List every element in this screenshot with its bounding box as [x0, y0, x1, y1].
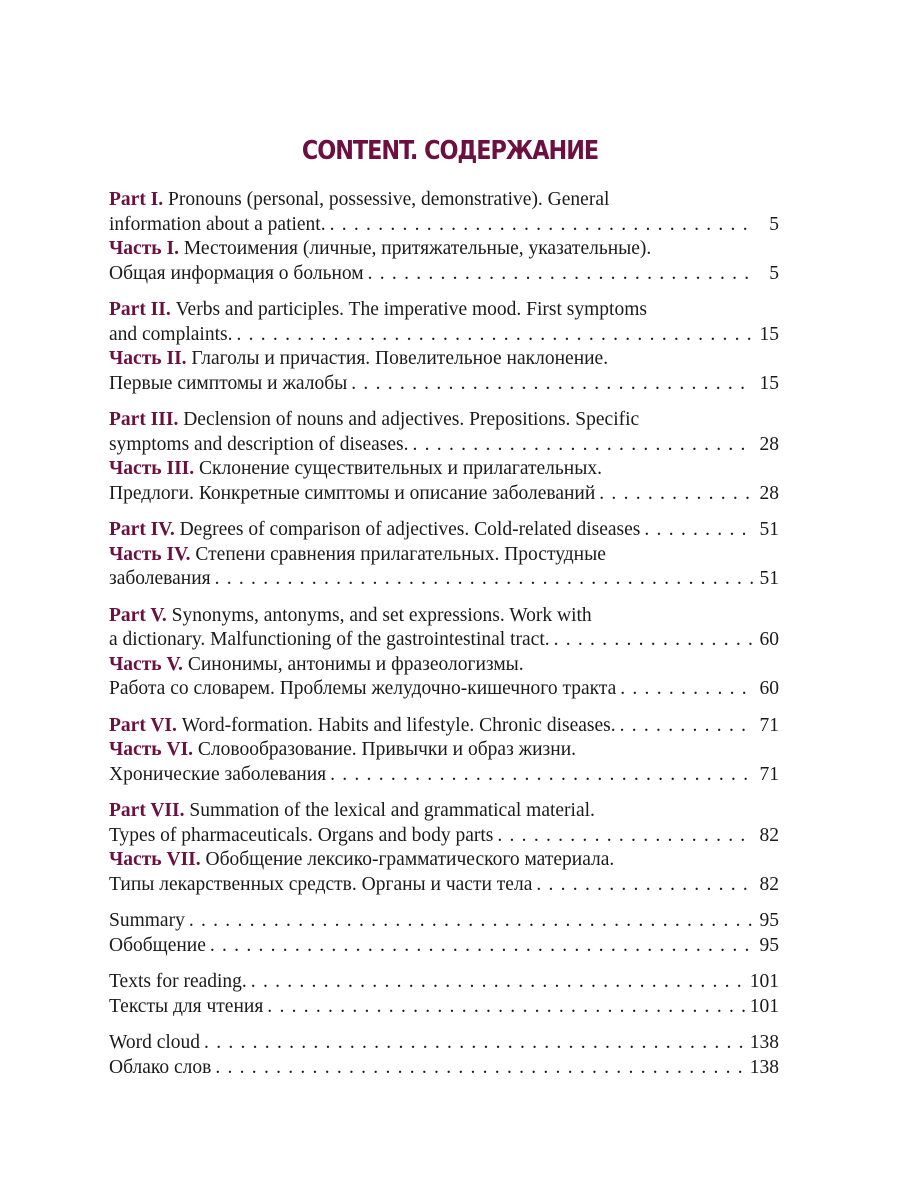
dot-leader — [215, 567, 753, 592]
dot-leader — [368, 262, 753, 287]
dot-leader — [330, 763, 753, 788]
dot-leader — [330, 213, 753, 238]
toc-entry-line — [109, 372, 779, 397]
part-label: Часть VI. — [109, 739, 194, 760]
toc-entry[interactable] — [109, 518, 779, 543]
toc-entry-line — [109, 347, 779, 372]
entry-title-continued: Хронические заболевания — [109, 763, 327, 785]
toc-group — [109, 714, 779, 788]
toc-entry[interactable] — [109, 714, 779, 739]
entry-title-continued: Типы лекарственных средств. Органы и части тела — [109, 873, 533, 895]
entry-title-continued: information about a patient. — [109, 213, 326, 235]
entry-title: Synonyms, antonyms, and set expressions. Work with — [171, 604, 592, 626]
part-label: Part III. — [109, 409, 179, 430]
dot-leader — [620, 677, 753, 702]
part-label: Часть III. — [109, 458, 195, 479]
page-number: 5 — [769, 213, 779, 235]
part-label: Часть IV. — [109, 543, 191, 565]
toc-entry-line — [109, 604, 779, 629]
part-label: Часть V. — [109, 653, 183, 675]
dot-leader — [351, 372, 753, 397]
toc-entry[interactable] — [109, 347, 779, 396]
toc-group — [109, 518, 779, 592]
toc-entry[interactable] — [109, 995, 779, 1020]
toc-entry[interactable] — [109, 543, 779, 592]
page-number: 71 — [759, 763, 779, 785]
toc-entry-line — [109, 188, 779, 213]
entry-title-continued: a dictionary. Malfunctioning of the gastrointestinal tract. — [109, 629, 550, 650]
entry-title: Texts for reading. — [109, 971, 247, 992]
dot-leader — [210, 934, 753, 959]
entry-title-continued: Первые симптомы и жалобы — [109, 372, 348, 394]
dot-leader — [599, 482, 753, 507]
part-label: Часть I. — [109, 238, 179, 259]
part-label: Часть VII. — [109, 849, 201, 870]
dot-leader — [620, 714, 753, 739]
toc-entry[interactable] — [109, 799, 779, 848]
entry-title: Summary — [109, 910, 185, 931]
toc-entry-line — [109, 799, 779, 824]
page-title: CONTENT. СОДЕРЖАНИЕ — [301, 136, 599, 166]
toc-entry-line — [109, 909, 779, 934]
toc-entry-line — [109, 824, 779, 849]
entry-title-continued: Types of pharmaceuticals. Organs and body parts — [109, 824, 494, 846]
entry-title: Местоимения (личные, притяжательные, указательные). — [183, 238, 652, 259]
toc-entry[interactable] — [109, 298, 779, 347]
toc-entry-line — [109, 970, 779, 995]
toc-entry-line — [109, 567, 779, 592]
entry-title: Глаголы и причастия. Повелительное наклонение. — [191, 348, 609, 369]
toc-entry-line — [109, 433, 779, 458]
page-number: 138 — [749, 1056, 779, 1078]
entry-title-continued: and complaints. — [109, 323, 233, 345]
entry-title: Склонение существительных и прилагательных. — [199, 458, 602, 479]
toc-entry[interactable] — [109, 457, 779, 506]
page-number: 28 — [759, 482, 779, 504]
dot-leader — [215, 1056, 745, 1081]
toc-entry-line — [109, 628, 779, 653]
table-of-contents — [109, 188, 779, 1080]
toc-entry-line — [109, 323, 779, 348]
page-number: 71 — [759, 714, 779, 736]
entry-title: Summation of the lexical and grammatical material. — [189, 800, 595, 821]
toc-entry-line — [109, 213, 779, 238]
toc-group — [109, 604, 779, 702]
page-number: 82 — [759, 873, 779, 895]
toc-entry-line — [109, 848, 779, 873]
toc-group — [109, 799, 779, 897]
toc-entry-line — [109, 543, 779, 568]
entry-title: Degrees of comparison of adjectives. Cold-related diseases — [179, 519, 641, 540]
dot-leader — [204, 1031, 746, 1056]
page-number: 101 — [749, 971, 779, 992]
page-number: 5 — [769, 262, 779, 284]
entry-title: Словообразование. Привычки и образ жизни. — [197, 739, 577, 760]
page-number: 60 — [759, 678, 779, 699]
dot-leader — [267, 995, 745, 1020]
entry-title: Облако слов — [109, 1056, 212, 1078]
toc-group — [109, 970, 779, 1019]
toc-group — [109, 909, 779, 958]
part-label: Part IV. — [109, 519, 175, 540]
page-number: 15 — [759, 323, 779, 345]
part-label: Part V. — [109, 604, 167, 626]
toc-entry[interactable] — [109, 237, 779, 286]
toc-entry[interactable] — [109, 909, 779, 934]
toc-entry-line — [109, 262, 779, 287]
entry-title: Обобщение лексико-грамматического материала. — [205, 849, 615, 870]
dot-leader — [413, 433, 754, 458]
toc-entry[interactable] — [109, 970, 779, 995]
entry-title: Word-formation. Habits and lifestyle. Chronic diseases. — [181, 714, 616, 736]
toc-entry-line — [109, 408, 779, 433]
part-label: Part II. — [109, 299, 171, 320]
page-number: 28 — [759, 433, 779, 455]
toc-entry-line — [109, 873, 779, 898]
toc-entry[interactable] — [109, 1056, 779, 1081]
toc-entry-line — [109, 653, 779, 678]
toc-entry[interactable] — [109, 604, 779, 653]
part-label: Part I. — [109, 189, 164, 210]
toc-group — [109, 408, 779, 506]
entry-title: Обобщение — [109, 934, 206, 956]
entry-title: Verbs and participles. The imperative mood. First symptoms — [175, 299, 647, 320]
toc-entry[interactable] — [109, 653, 779, 702]
entry-title-continued: Работа со словарем. Проблемы желудочно-кишечного тракта — [109, 678, 617, 699]
toc-entry-line — [109, 1031, 779, 1056]
page-number: 95 — [759, 910, 779, 931]
toc-entry-line — [109, 934, 779, 959]
dot-leader — [554, 628, 753, 653]
part-label: Part VI. — [109, 714, 177, 736]
dot-leader — [189, 909, 753, 934]
toc-entry[interactable] — [109, 934, 779, 959]
toc-entry-line — [109, 738, 779, 763]
toc-entry-line — [109, 677, 779, 702]
entry-title-continued: заболевания — [109, 568, 211, 589]
entry-title: Тексты для чтения — [109, 995, 264, 1017]
entry-title: Pronouns (personal, possessive, demonstrative). General — [168, 189, 610, 210]
toc-entry-line — [109, 457, 779, 482]
toc-entry-line — [109, 714, 779, 739]
dot-leader — [644, 518, 753, 543]
entry-title-continued: Предлоги. Конкретные симптомы и описание заболеваний — [109, 482, 596, 504]
entry-title: Declension of nouns and adjectives. Prepositions. Specific — [183, 409, 640, 430]
toc-group — [109, 188, 779, 286]
toc-entry-line — [109, 1056, 779, 1081]
part-label: Part VII. — [109, 800, 185, 821]
page-number: 60 — [759, 629, 779, 650]
toc-entry[interactable] — [109, 738, 779, 787]
entry-title-continued: Общая информация о больном — [109, 262, 364, 284]
toc-entry[interactable] — [109, 1031, 779, 1056]
toc-entry-line — [109, 237, 779, 262]
page-number: 95 — [759, 934, 779, 956]
dot-leader — [536, 873, 753, 898]
page-number: 51 — [759, 568, 779, 589]
toc-entry[interactable] — [109, 408, 779, 457]
entry-title-continued: symptoms and description of diseases. — [109, 433, 409, 455]
toc-entry-line — [109, 482, 779, 507]
dot-leader — [251, 970, 746, 995]
toc-entry[interactable] — [109, 848, 779, 897]
page-number: 15 — [759, 372, 779, 394]
page-number: 138 — [749, 1032, 779, 1053]
entry-title: Синонимы, антонимы и фразеологизмы. — [187, 653, 524, 675]
dot-leader — [497, 824, 753, 849]
page-number: 101 — [749, 995, 779, 1017]
dot-leader — [236, 323, 753, 348]
toc-group — [109, 298, 779, 396]
toc-group — [109, 1031, 779, 1080]
toc-entry[interactable] — [109, 188, 779, 237]
toc-entry-line — [109, 298, 779, 323]
part-label: Часть II. — [109, 348, 187, 369]
toc-entry-line — [109, 763, 779, 788]
toc-entry-line — [109, 518, 779, 543]
entry-title: Word cloud — [109, 1032, 201, 1053]
page-number: 82 — [759, 824, 779, 846]
toc-entry-line — [109, 995, 779, 1020]
page-number: 51 — [759, 519, 779, 540]
entry-title: Степени сравнения прилагательных. Простудные — [195, 543, 606, 565]
